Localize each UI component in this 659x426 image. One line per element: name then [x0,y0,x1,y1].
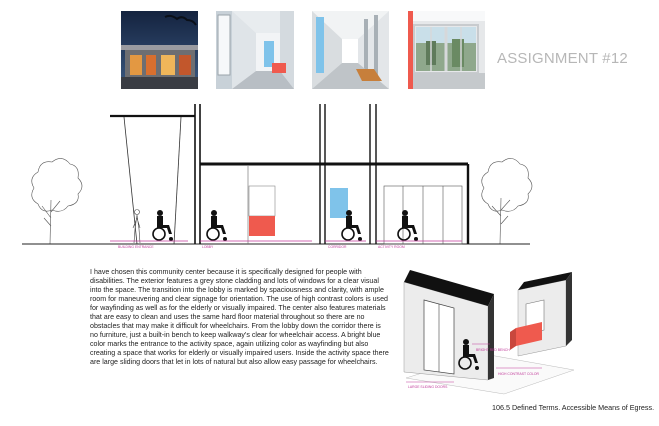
axonometric-drawing [392,260,592,398]
axo-label-doors: LARGE SLIDING DOORS [408,385,448,389]
lobby-photo [216,11,294,89]
exterior-photo [121,11,198,89]
building-section-drawing [0,100,659,260]
page-title: ASSIGNMENT #12 [497,50,628,67]
lobby-red-element [249,216,275,236]
label-corridor: CORRIDOR [328,245,347,249]
project-description: I have chosen this community center because it is specifically designed for people with disabilities. The exterior features a grey stone cladding and lots of windows for a clear visual into the space. The transition into the lobby is marked by spaciousness and clarity, with ample room for maneuvering and clear signage for orientation. The use of high contrast colors is used for wayfinding as well as for the elderly or visually impaired. The center also features materials that are easy to clean and uses the same hard floor material throughout so there are no obstacles that may make it difficult for wheelchairs. From the lobby down the corridor there is no furniture, just a built-in bench to keep walkway's clear for wheelchair access. A bright blue color marks the entrance to the activity space, again utilizing color as wayfinding but also creating a space that works for elderly or visually impaired users. Inside the activity space there are large sliding doors that let in lots of natural but also allow easy passage for wheelchairs. [90,268,389,367]
wheelchair-user-2 [207,210,227,241]
tree-right [482,158,532,244]
label-activity: ACTIVITY ROOM [378,245,405,249]
corridor-photo [312,11,389,89]
wheelchair-user-4 [398,210,418,241]
code-reference-caption: 106.5 Defined Terms. Accessible Means of Egress. [492,403,655,412]
axo-label-color: BRIGHT RED BENCH [476,348,510,352]
label-entrance: BUILDING ENTRANCE [118,245,154,249]
label-lobby: LOBBY [202,245,214,249]
activity-space-photo [408,11,485,89]
corridor-blue-element [330,188,348,218]
wheelchair-user-1 [153,210,173,241]
tree-left [32,158,82,244]
axo-label-floor: HIGH CONTRAST COLOR [498,372,540,376]
